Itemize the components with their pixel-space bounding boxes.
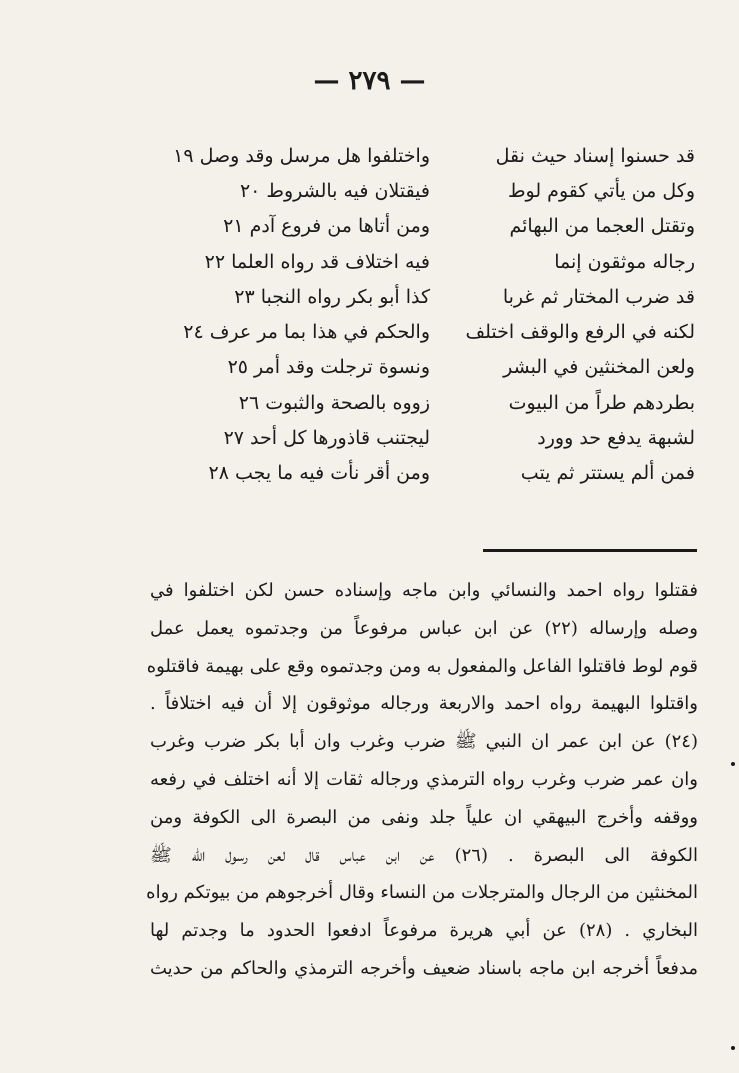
- page-number: — ٢٧٩ —: [313, 66, 426, 96]
- footnote-line: ووقفه وأخرج البيهقي ان علياً جلد ونفى من البصرة الى الكوفة ومن: [150, 806, 698, 828]
- footnote-line: وان عمر ضرب وغرب رواه الترمذي ورجاله ثقات إلا أنه اختلف في رفعه: [150, 768, 698, 790]
- footnotes-block: [146, 572, 699, 988]
- second-hemistich: واختلفوا هل مرسل وقد وصل ١٩: [173, 144, 430, 167]
- first-hemistich: وتقتل العجما من البهائم: [509, 215, 695, 238]
- footnote-line: البخاري . (٢٨) عن أبي هريرة مرفوعاً ادفعوا الحدود ما وجدتم لها: [150, 920, 699, 942]
- first-hemistich: قد ضرب المختار ثم غربا: [502, 285, 695, 308]
- first-hemistich: فمن ألم يستتر ثم يتب: [520, 462, 695, 485]
- poem-block: [150, 138, 695, 491]
- second-hemistich: فيقتلان فيه بالشروط ٢٠: [239, 179, 430, 202]
- first-hemistich: بطردهم طراً من البيوت: [508, 391, 695, 414]
- second-hemistich: ونسوة ترجلت وقد أمر ٢٥: [227, 356, 430, 379]
- poem-verse: [150, 420, 695, 455]
- poem-verse: [150, 138, 695, 173]
- first-hemistich: وكل من يأتي كقوم لوط: [507, 179, 695, 202]
- footnote-line: واقتلوا البهيمة رواه احمد والاربعة ورجاله موثوقون إلا أن فيه اختلافاً .: [150, 693, 698, 715]
- first-hemistich: لكنه في الرفع والوقف اختلف: [465, 321, 695, 344]
- first-hemistich: ولعن المخنثين في البشر: [503, 356, 695, 379]
- first-hemistich: قد حسنوا إسناد حيث نقل: [495, 144, 695, 167]
- footnote-line: الكوفة الى البصرة . (٢٦) عن ابن عباس قال لعن رسول الله ﷺ: [150, 844, 698, 866]
- footnote-line: وصله وإرساله (٢٢) عن ابن عباس مرفوعاً من وجدتموه يعمل عمل: [150, 617, 698, 639]
- footnote-separator-rule: [483, 549, 697, 552]
- poem-verse: [150, 244, 695, 279]
- scan-edge-mark: [731, 1046, 735, 1050]
- footnote-line: (٢٤) عن ابن عمر ان النبي ﷺ ضرب وغرب وان أبا بكر ضرب وغرب: [150, 731, 698, 753]
- second-hemistich: زووه بالصحة والثبوت ٢٦: [238, 391, 430, 414]
- footnote-line: قوم لوط فاقتلوا الفاعل والمفعول به ومن وجدتموه وقع على بهيمة فاقتلوه: [146, 655, 698, 677]
- poem-verse: [150, 456, 695, 491]
- footnote-line: فقتلوا رواه احمد والنسائي وابن ماجه وإسناده حسن لكن اختلفوا في: [150, 580, 698, 601]
- second-hemistich: والحكم في هذا بما مر عرف ٢٤: [183, 321, 430, 344]
- poem-verse: [150, 350, 695, 385]
- poem-verse: [150, 314, 695, 349]
- second-hemistich: فيه اختلاف قد رواه العلما ٢٢: [204, 250, 430, 273]
- footnote-line: مدفعاً أخرجه ابن ماجه باسناد ضعيف وأخرجه الترمذي والحاكم من حديث: [150, 957, 698, 979]
- second-hemistich: كذا أبو بكر رواه النجبا ٢٣: [234, 285, 430, 308]
- poem-verse: [150, 173, 695, 208]
- poem-verse: [150, 385, 695, 420]
- second-hemistich: ومن أتاها من فروع آدم ٢١: [223, 215, 430, 238]
- poem-verse: [150, 279, 695, 314]
- footnote-line: المخنثين من الرجال والمترجلات من النساء وقال أخرجوهم من بيوتكم رواه: [146, 882, 698, 904]
- poem-verse: [150, 209, 695, 244]
- scan-edge-mark: [731, 762, 735, 766]
- first-hemistich: لشبهة يدفع حد وورد: [537, 427, 695, 450]
- first-hemistich: رجاله موثقون إنما: [554, 250, 695, 273]
- second-hemistich: ومن أقر نأت فيه ما يجب ٢٨: [208, 462, 430, 485]
- second-hemistich: ليجتنب قاذورها كل أحد ٢٧: [223, 427, 430, 450]
